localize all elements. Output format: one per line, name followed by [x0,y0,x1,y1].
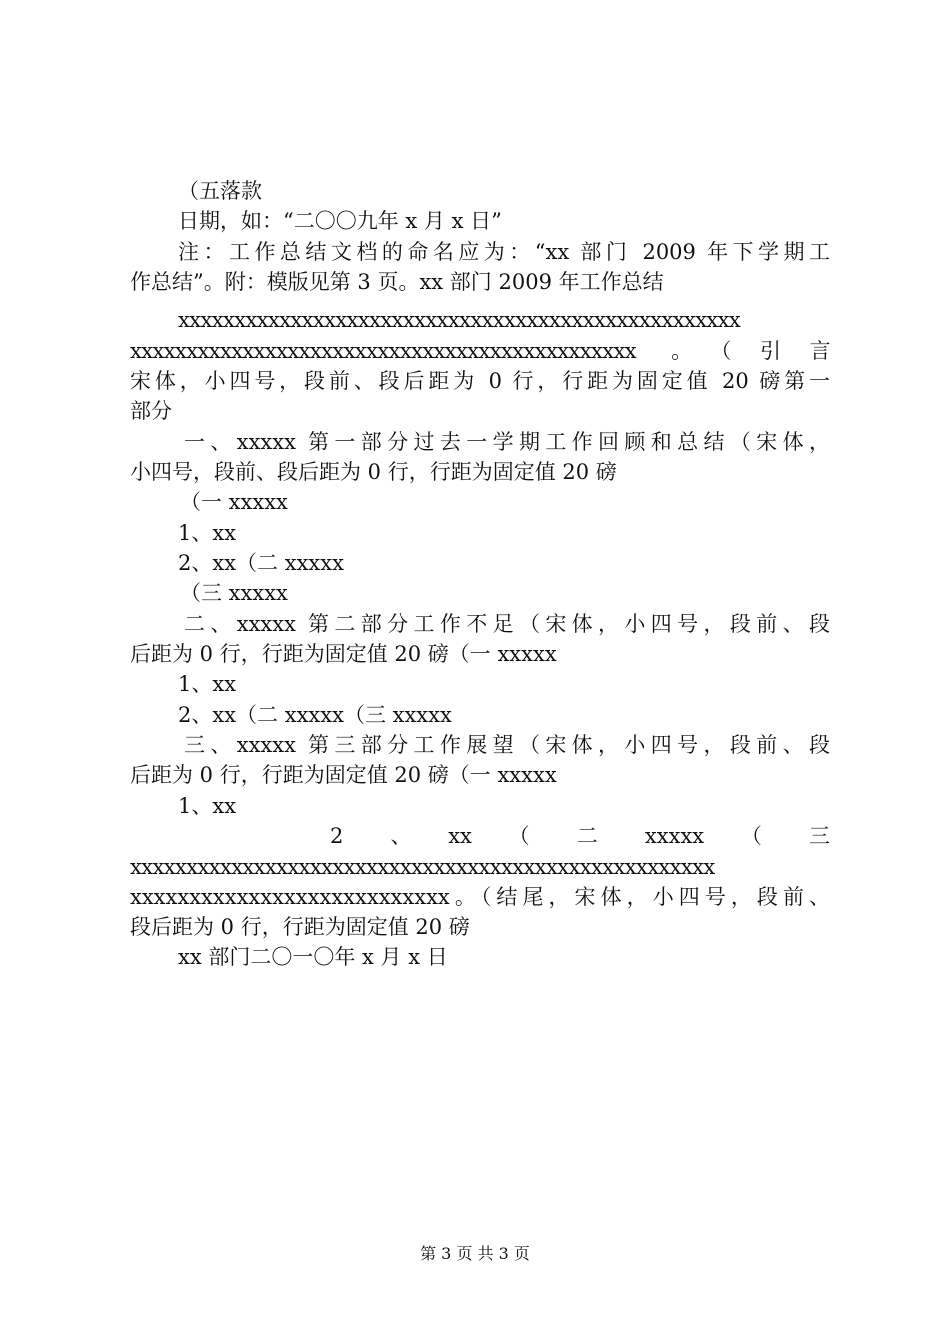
section-1-sub-3: （三 xxxxx [180,581,288,605]
intro-text-line-1: xxxxxxxxxxxxxxxxxxxxxxxxxxxxxxxxxxxxxxxxxxxxxxxxxx [178,308,741,332]
intro-text-line-2: xxxxxxxxxxxxxxxxxxxxxxxxxxxxxxxxxxxxxxxxxxxxx 。（引言 [130,339,830,363]
ending-text-line-3: 段后距为 0 行，行距为固定值 20 磅 [130,915,470,939]
signature-date-line: xx 部门二〇一〇年 x 月 x 日 [178,945,448,969]
section-1-item-2: 2、xx（二 xxxxx [178,551,344,575]
intro-text-line-4: 部分 [130,399,172,423]
section-2-item-1: 1、xx [178,672,237,696]
section-3-heading-line-2: 后距为 0 行，行距为固定值 20 磅（一 xxxxx [130,763,557,787]
ending-text-line-2: xxxxxxxxxxxxxxxxxxxxxxxxxxx。（结尾，宋体，小四号，段前、 [130,885,830,909]
intro-text-line-3: 宋体，小四号，段前、段后距为 0 行，行距为固定值 20 磅第一 [130,369,830,393]
section-1-sub-1: （一 xxxxx [180,490,288,514]
section-3-heading-line-1: 三、xxxxx 第三部分工作展望（宋体，小四号，段前、段 [184,733,830,757]
section-1-item-1: 1、xx [178,521,237,545]
section-2-item-2: 2、xx（二 xxxxx（三 xxxxx [178,703,452,727]
naming-note-line-2: 作总结”。附：模版见第 3 页。xx 部门 2009 年工作总结 [130,270,664,294]
section-1-heading-line-2: 小四号，段前、段后距为 0 行，行距为固定值 20 磅 [130,460,617,484]
closing-heading: （五落款 [178,179,262,203]
section-2-heading-line-1: 二、xxxxx 第二部分工作不足（宋体，小四号，段前、段 [184,612,830,636]
date-example-line: 日期，如：“二〇〇九年 x 月 x 日” [178,209,502,233]
section-2-heading-line-2: 后距为 0 行，行距为固定值 20 磅（一 xxxxx [130,642,557,666]
section-3-item-1: 1、xx [178,794,237,818]
page-footer: 第 3 页 共 3 页 [420,1244,530,1263]
section-3-item-2: 2 、 xx （ 二 xxxxx （ 三 [330,824,830,848]
naming-note-line-1: 注：工作总结文档的命名应为：“xx 部门 2009 年下学期工 [178,240,830,264]
ending-text-line-1: xxxxxxxxxxxxxxxxxxxxxxxxxxxxxxxxxxxxxxxxxxxxxxxxxxxx [130,855,715,879]
section-1-heading-line-1: 一、xxxxx 第一部分过去一学期工作回顾和总结（宋体， [184,430,830,454]
